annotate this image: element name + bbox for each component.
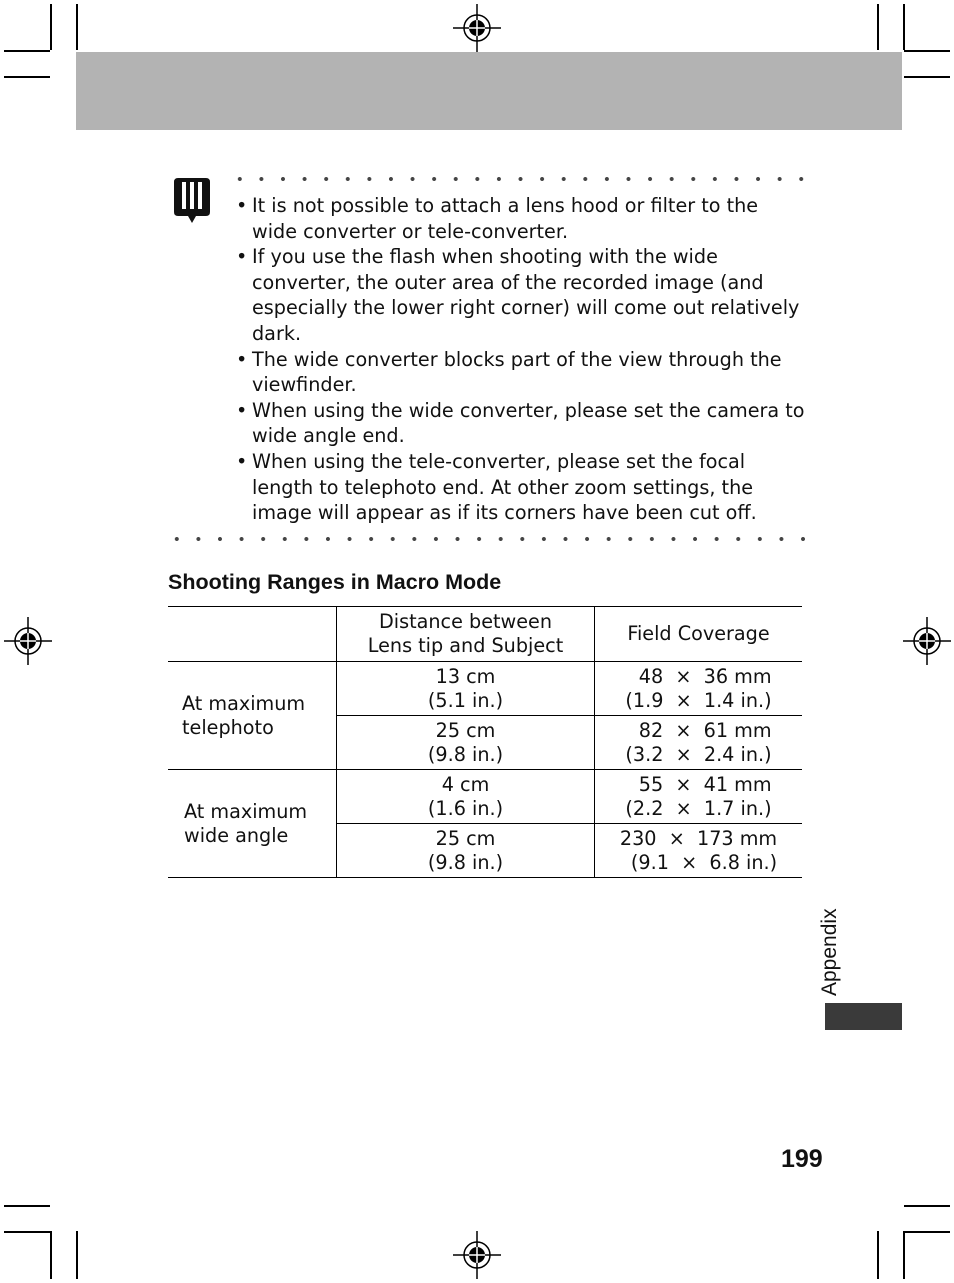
group-label-telephoto [168, 662, 337, 770]
caution-note-text: When using the tele-converter, please set the focal length to telephoto end. At other zoom settings, the image will appear as if its corners have been cut off. [252, 449, 757, 525]
distance-in: (9.8 in.) [427, 742, 504, 766]
table-header-row [168, 607, 802, 662]
crop-mark [877, 1231, 879, 1279]
macro-ranges-table [168, 606, 802, 878]
coverage-cell [595, 770, 803, 824]
coverage-mm: 55 × 41 mm [638, 772, 772, 796]
caution-note [236, 193, 806, 244]
distance-in: (5.1 in.) [427, 688, 504, 712]
crop-mark [76, 1231, 78, 1279]
coverage-values [620, 827, 777, 875]
distance-cell [337, 662, 595, 716]
registration-mark-icon [453, 4, 501, 52]
group-label-line2: telephoto [182, 715, 274, 739]
group-label-wide-angle [168, 770, 337, 878]
header-empty-cell [168, 607, 337, 662]
registration-mark-icon [903, 617, 951, 665]
appendix-tab [825, 1003, 902, 1030]
table-row [168, 770, 802, 824]
distance-cm: 13 cm [435, 664, 496, 688]
caution-note [236, 244, 806, 346]
header-distance [337, 607, 595, 662]
coverage-mm: 48 × 36 mm [638, 664, 772, 688]
coverage-cell [595, 824, 803, 878]
distance-cm: 25 cm [435, 826, 496, 850]
caution-notes [236, 193, 806, 526]
bullet: • [236, 449, 248, 473]
header-coverage: Field Coverage [595, 607, 803, 662]
crop-mark [904, 1205, 950, 1207]
crop-mark [4, 1231, 50, 1233]
crop-mark [4, 50, 50, 52]
registration-mark-icon [453, 1231, 501, 1279]
header-distance-line2: Lens tip and Subject [367, 634, 564, 657]
coverage-values [625, 719, 771, 767]
bullet: • [236, 347, 248, 371]
coverage-values [625, 773, 771, 821]
crop-mark [903, 4, 905, 50]
registration-mark-icon [4, 617, 52, 665]
appendix-section-label: Appendix [818, 908, 841, 996]
page-number: 199 [781, 1145, 823, 1173]
caution-note-text: If you use the flash when shooting with the wide converter, the outer area of the recorded image (and especially the lower right corner) will come out relatively dark. [252, 245, 800, 345]
crop-mark [4, 76, 50, 78]
distance-in: (9.8 in.) [427, 850, 504, 874]
crop-mark [904, 1231, 950, 1233]
coverage-values [625, 665, 771, 713]
crop-mark [903, 1231, 905, 1279]
coverage-in: (2.2 × 1.7 in.) [625, 796, 772, 820]
crop-mark [904, 76, 950, 78]
table-row [168, 662, 802, 716]
caution-note-text: When using the wide converter, please set the camera to wide angle end. [252, 398, 805, 448]
group-label-line1: At maximum [184, 799, 308, 823]
caution-note-text: It is not possible to attach a lens hood or filter to the wide converter or tele-converter. [252, 194, 759, 243]
bullet: • [236, 194, 248, 217]
crop-mark [877, 4, 879, 50]
caution-note [236, 347, 806, 398]
dotted-separator-top [229, 176, 805, 182]
group-label-line2: wide angle [184, 823, 289, 847]
distance-cm: 25 cm [435, 718, 496, 742]
distance-cm: 4 cm [441, 772, 490, 796]
crop-mark [4, 1205, 50, 1207]
coverage-cell [595, 662, 803, 716]
distance-in: (1.6 in.) [427, 796, 504, 820]
header-band [76, 52, 902, 130]
crop-mark [50, 1231, 52, 1279]
caution-icon [168, 178, 216, 224]
distance-cell [337, 824, 595, 878]
caution-note [236, 398, 806, 449]
crop-mark [76, 4, 78, 50]
distance-cell [337, 770, 595, 824]
caution-note-text: The wide converter blocks part of the view through the viewfinder. [252, 347, 782, 397]
group-label-line1: At maximum [182, 691, 306, 715]
caution-note [236, 449, 806, 526]
bullet: • [236, 245, 248, 269]
header-distance-line1: Distance between [379, 610, 552, 633]
coverage-mm: 230 × 173 mm [619, 826, 778, 850]
crop-mark [904, 50, 950, 52]
distance-cell [337, 716, 595, 770]
bullet: • [236, 398, 248, 422]
coverage-in: (3.2 × 2.4 in.) [625, 742, 772, 766]
coverage-cell [595, 716, 803, 770]
dotted-separator-bottom [166, 536, 805, 542]
coverage-in: (9.1 × 6.8 in.) [630, 850, 778, 874]
crop-mark [50, 4, 52, 50]
coverage-in: (1.9 × 1.4 in.) [625, 688, 772, 712]
section-title: Shooting Ranges in Macro Mode [168, 570, 502, 594]
coverage-mm: 82 × 61 mm [638, 718, 772, 742]
